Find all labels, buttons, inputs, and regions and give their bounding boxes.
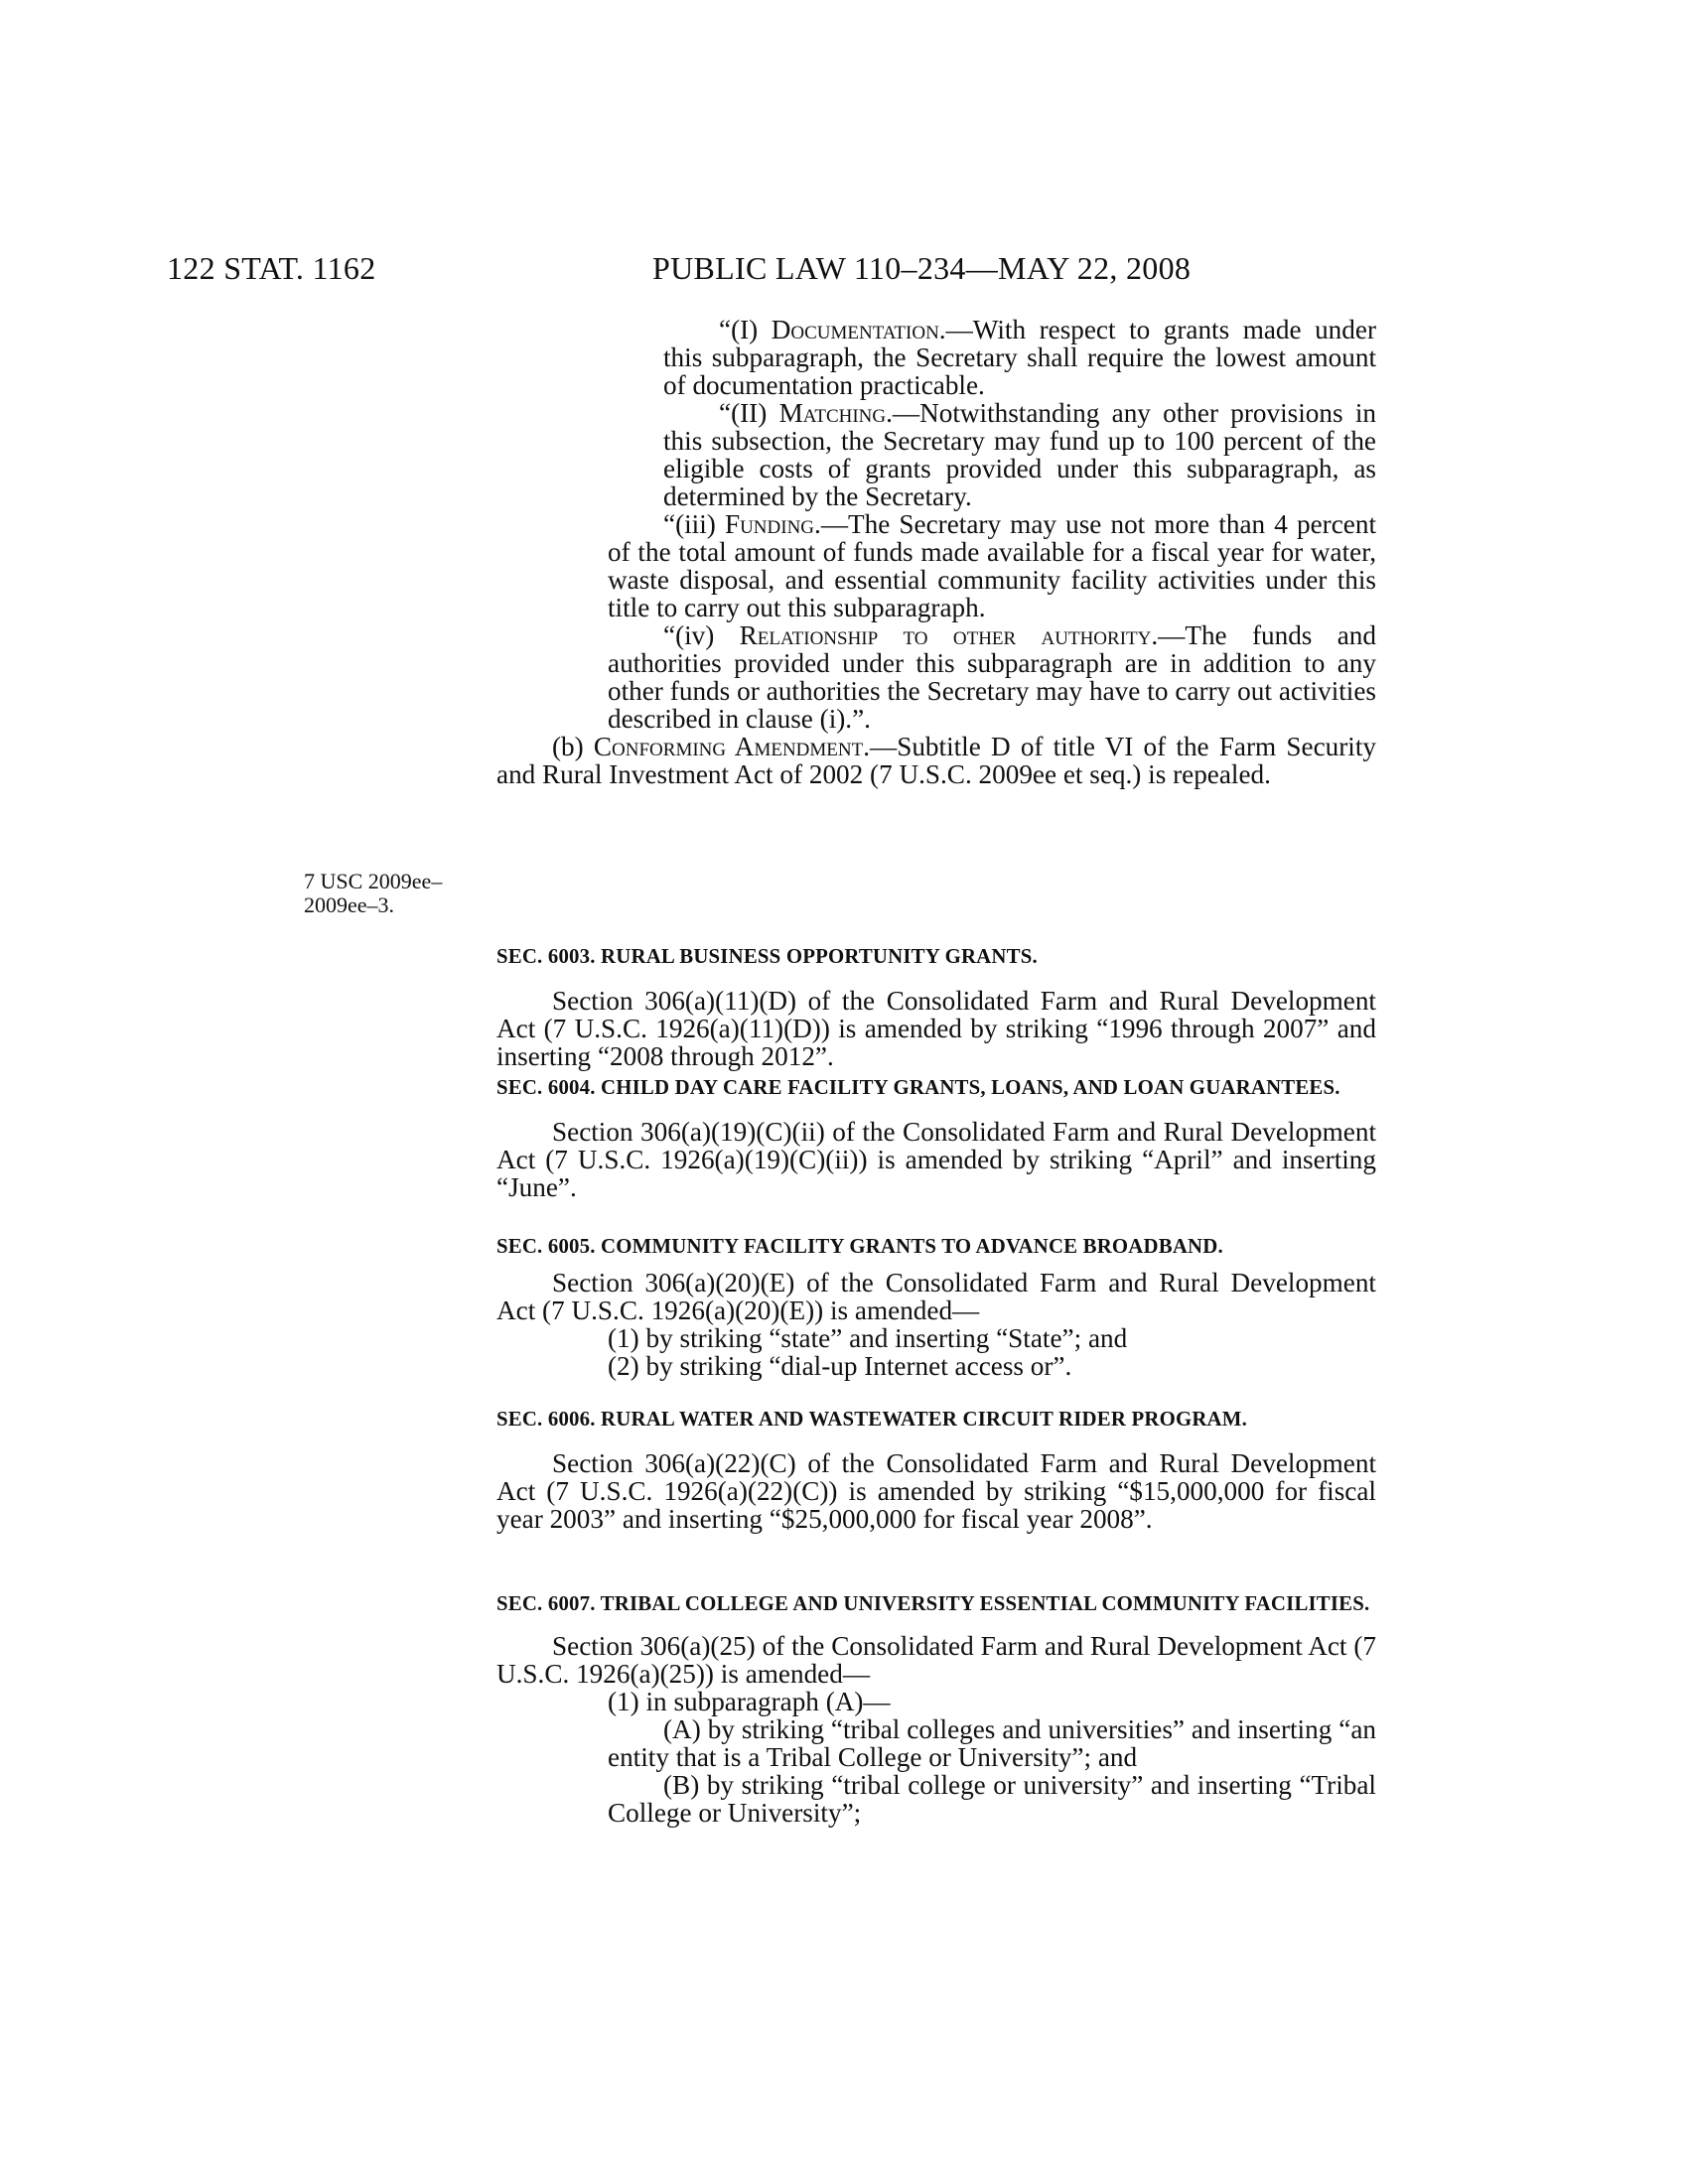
- section-heading: SEC. 6005. COMMUNITY FACILITY GRANTS TO ADVANCE BROADBAND.: [496, 1235, 1223, 1258]
- section-text: Section 306(a)(11)(D) of the Consolidated Farm and Rural Development Act (7 U.S.C. 1926(a)(11)(D)) is amended by striking “1996 through 2007” and inserting “2008 through 2012”.: [496, 986, 1376, 1071]
- clause-heading: Documentation: [771, 315, 939, 344]
- page-title: PUBLIC LAW 110–234—MAY 22, 2008: [652, 250, 1192, 286]
- list-item: (1) in subparagraph (A)—: [608, 1687, 891, 1716]
- section-6007: [496, 1592, 1376, 1827]
- section-text: Section 306(a)(25) of the Consolidated Farm and Rural Development Act (7 U.S.C. 1926(a)(25)) is amended—: [496, 1631, 1376, 1689]
- clause-heading: Conforming Amendment: [593, 732, 864, 761]
- section-text: Section 306(a)(19)(C)(ii) of the Consolidated Farm and Rural Development Act (7 U.S.C. 1926(a)(19)(C)(ii)) is amended by striking “April” and inserting “June”.: [496, 1117, 1376, 1202]
- section-heading: SEC. 6004. CHILD DAY CARE FACILITY GRANTS, LOANS, AND LOAN GUARANTEES.: [496, 1076, 1340, 1099]
- section-text: Section 306(a)(22)(C) of the Consolidated Farm and Rural Development Act (7 U.S.C. 1926(a)(22)(C)) is amended by striking “$15,000,000 for fiscal year 2003” and inserting “$25,000,000 for fiscal year 2008”.: [496, 1448, 1376, 1534]
- continuation-block: [496, 316, 1376, 788]
- clause-heading: Matching: [778, 398, 887, 428]
- list-item: (2) by striking “dial-up Internet access or”.: [608, 1351, 1072, 1381]
- section-heading: SEC. 6003. RURAL BUSINESS OPPORTUNITY GRANTS.: [496, 945, 1038, 968]
- clause-heading: Relationship to other authority: [739, 620, 1152, 650]
- conforming-amendment: (b) Conforming Amendment.—Subtitle D of title VI of the Farm Security and Rural Investment Act of 2002 (7 U.S.C. 2009ee et seq.) is repealed.: [496, 732, 1377, 789]
- clause-relationship: “(iv) Relationship to other authority.—The funds and authorities provided under this subparagraph are in addition to any other funds or authorities the Secretary may have to carry out activities described in clause (i).”.: [608, 620, 1376, 734]
- sub-list-item: (B) by striking “tribal college or university” and inserting “Tribal College or University”;: [608, 1770, 1376, 1828]
- clause-matching: “(II) Matching.—Notwithstanding any other provisions in this subsection, the Secretary may fund up to 100 percent of the eligible costs of grants provided under this subparagraph, as determined by the Secretary.: [663, 398, 1376, 511]
- section-heading: SEC. 6007. TRIBAL COLLEGE AND UNIVERSITY ESSENTIAL COMMUNITY FACILITIES.: [496, 1592, 1370, 1615]
- section-6003: [496, 945, 1376, 1070]
- clause-heading: Funding: [724, 509, 815, 539]
- clause-documentation: “(I) Documentation.—With respect to grants made under this subparagraph, the Secretary shall require the lowest amount of documentation practicable.: [663, 315, 1376, 400]
- section-6004: [496, 1076, 1376, 1201]
- section-text: Section 306(a)(20)(E) of the Consolidated Farm and Rural Development Act (7 U.S.C. 1926(a)(20)(E)) is amended—: [496, 1268, 1376, 1325]
- section-heading: SEC. 6006. RURAL WATER AND WASTEWATER CIRCUIT RIDER PROGRAM.: [496, 1408, 1247, 1431]
- sub-list-item: (A) by striking “tribal colleges and universities” and inserting “an entity that is a Tribal College or University”; and: [608, 1714, 1376, 1772]
- section-6006: [496, 1408, 1376, 1533]
- margin-citation: 7 USC 2009ee– 2009ee–3.: [304, 869, 443, 917]
- list-item: (1) by striking “state” and inserting “State”; and: [608, 1323, 1128, 1353]
- section-6005: [496, 1235, 1376, 1380]
- page-reference: 122 STAT. 1162: [167, 250, 376, 286]
- clause-funding: “(iii) Funding.—The Secretary may use not more than 4 percent of the total amount of funds made available for a fiscal year for water, waste disposal, and essential community facility activities under this title to carry out this subparagraph.: [608, 509, 1376, 622]
